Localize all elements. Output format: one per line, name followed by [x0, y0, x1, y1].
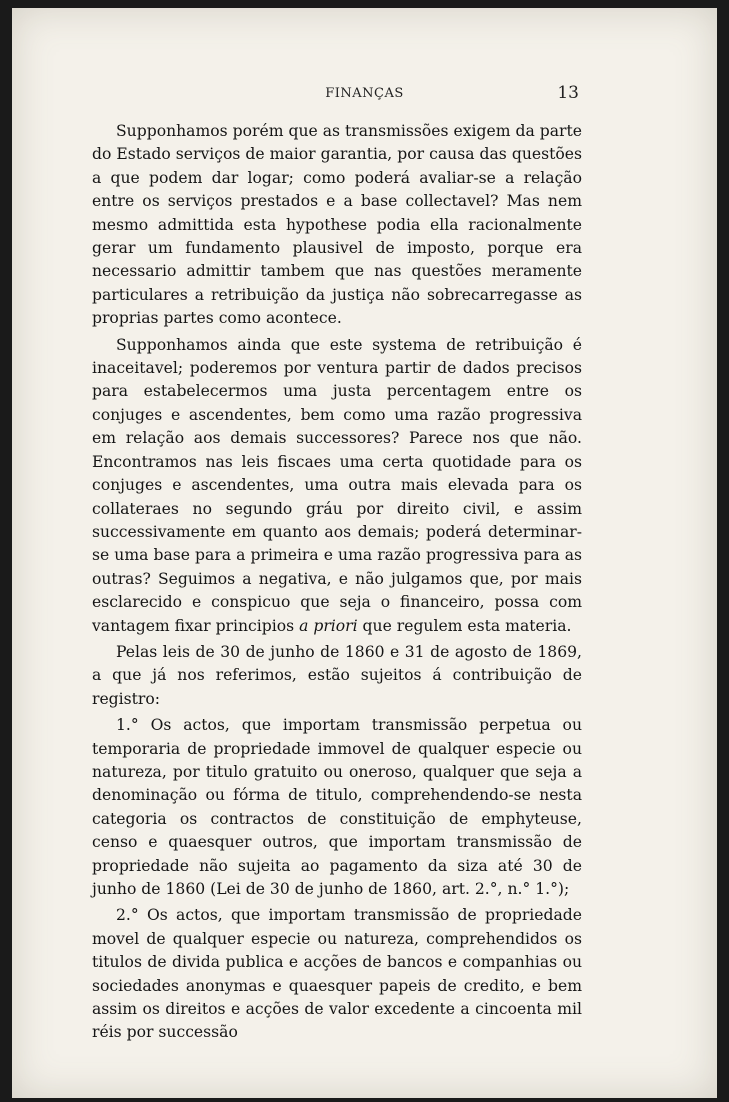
paragraph-text: Supponhamos ainda que este systema de retribuição é inaceitavel; poderemos por ventura partir de dados precisos para estabelecermos uma justa percentagem entre os conjuges e ascendentes, bem como uma razão progressiva em relação aos demais successores? Parece nos que não. Encontramos nas leis fiscaes uma certa quotidade para os conjuges e ascendentes, uma outra mais elevada para os collateraes no segundo gráu por direito civil, e assim successivamente em quanto aos demais; poderá determinar-se uma base para a primeira e uma razão progressiva para as outras? Seguimos a negativa, e não julgamos que, por mais esclarecido e conspicuo que seja o financeiro, possa com vantagem fixar principios — [92, 335, 582, 635]
running-title: FINANÇAS — [325, 86, 404, 101]
paragraph — [92, 334, 582, 638]
book-page — [12, 8, 717, 1098]
paragraph: Pelas leis de 30 de junho de 1860 e 31 de agosto de 1869, a que já nos referimos, estão sujeitos á contribuição de registro: — [92, 642, 582, 708]
body-text — [92, 120, 582, 1045]
paragraph: Supponhamos porém que as transmissões exigem da parte do Estado serviços de maior garantia, por causa das questões a que podem dar logar; como poderá avaliar-se a relação entre os serviços prestados e a base collectavel? Mas nem mesmo admittida esta hypothese podia ella racionalmente gerar um fundamento plausivel de imposto, porque era necessario admittir tambem que nas questões meramente particulares a retribuição da justiça não sobrecarregasse as proprias partes como acontece. — [92, 122, 582, 328]
italic-phrase: a priori — [299, 616, 358, 635]
list-item: 2.° Os actos, que importam transmissão de propriedade movel de qualquer especie ou natureza, comprehendidos os titulos de divida publica e acções de bancos e companhias ou sociedades anonymas e quaesquer papeis de credito, e bem assim os direitos e acções de valor excedente a cincoenta mil réis por successão — [92, 906, 582, 1042]
page-number: 13 — [557, 83, 579, 103]
page-header — [12, 83, 717, 110]
list-item: 1.° Os actos, que importam transmissão perpetua ou temporaria de propriedade immovel de qualquer especie ou natureza, por titulo gratuito ou oneroso, qualquer que seja a denominação ou fórma de titulo, comprehendendo-se nesta categoria os contractos de constituição de emphyteuse, censo e quaesquer outros, que importam transmissão de propriedade não sujeita ao pagamento da siza até 30 de junho de 1860 (Lei de 30 de junho de 1860, art. 2.°, n.° 1.°); — [92, 716, 582, 898]
paragraph-text: que regulem esta materia. — [357, 616, 572, 635]
